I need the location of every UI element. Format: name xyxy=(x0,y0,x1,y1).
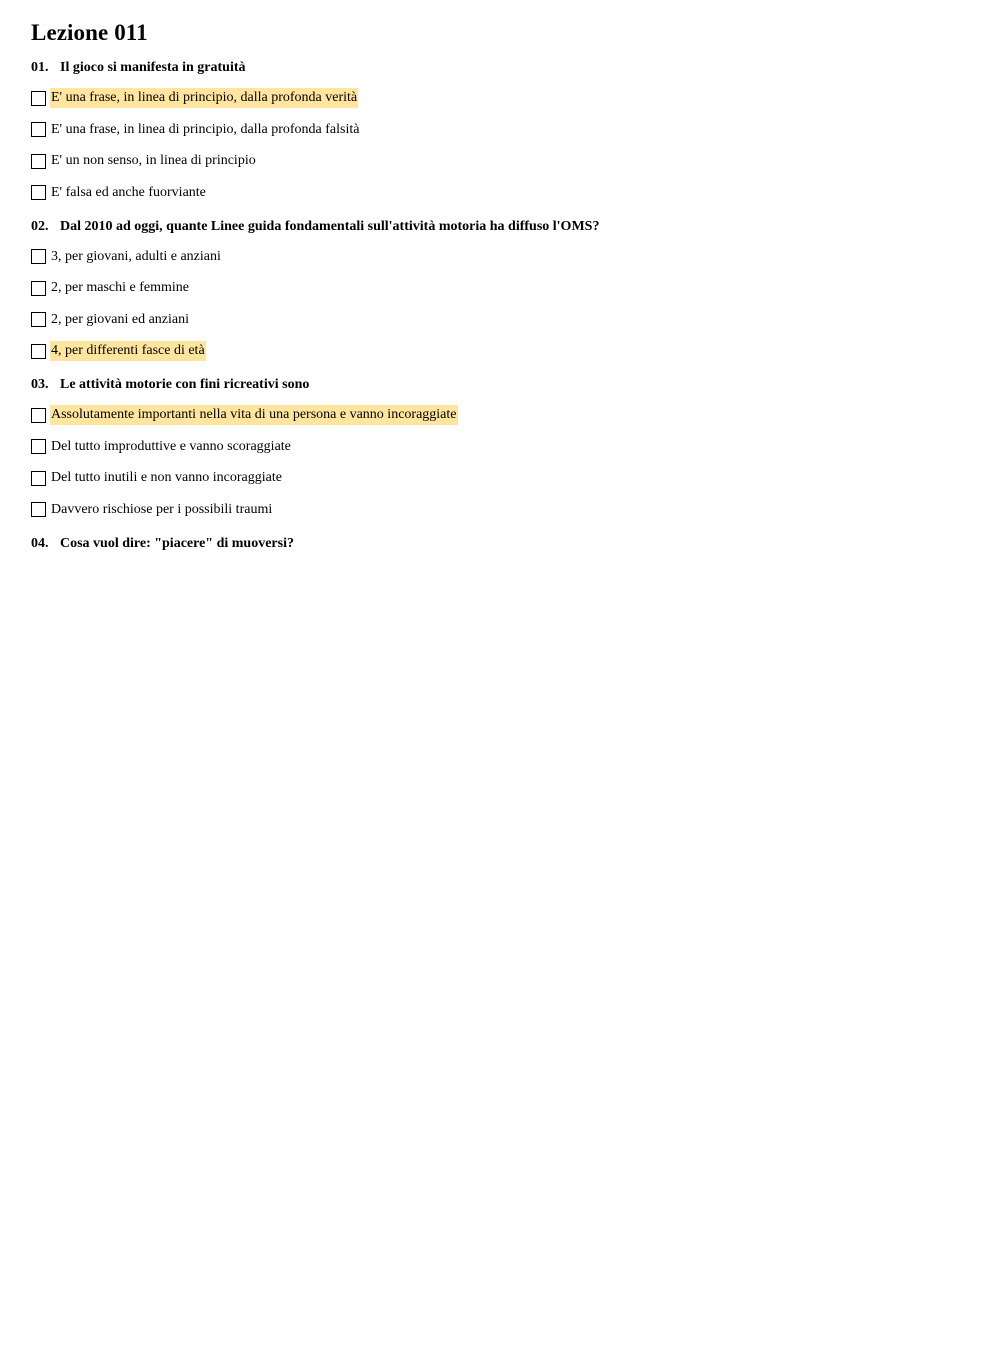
checkbox[interactable] xyxy=(31,185,46,200)
answer-text: Davvero rischiose per i possibili traumi xyxy=(51,501,273,517)
question-number: 02. xyxy=(31,218,49,234)
answer-text: E' un non senso, in linea di principio xyxy=(51,153,256,168)
answer-text: E' falsa ed anche fuorviante xyxy=(51,184,206,200)
question-header xyxy=(31,535,980,553)
answer-option[interactable] xyxy=(31,500,980,520)
question-01 xyxy=(31,59,980,203)
checkbox[interactable] xyxy=(31,91,46,106)
answer-text-highlighted: Assolutamente importanti nella vita di una persona e vanno incoraggiate xyxy=(50,405,458,425)
answer-text: 3, per giovani, adulti e anziani xyxy=(51,248,221,264)
answer-option[interactable] xyxy=(31,183,980,203)
checkbox[interactable] xyxy=(31,471,46,486)
question-number: 04. xyxy=(31,535,49,551)
checkbox[interactable] xyxy=(31,122,46,137)
answer-option[interactable] xyxy=(31,88,980,108)
answer-option[interactable] xyxy=(31,278,980,298)
answer-option[interactable] xyxy=(31,405,980,425)
answer-option[interactable] xyxy=(31,151,980,171)
answer-text: 2, per maschi e femmine xyxy=(51,280,190,295)
answer-text: Del tutto inutili e non vanno incoraggiate xyxy=(51,470,282,485)
question-header xyxy=(31,376,980,394)
answer-text: Del tutto improduttive e vanno scoraggiate xyxy=(51,438,291,454)
answer-option[interactable] xyxy=(31,341,980,361)
checkbox[interactable] xyxy=(31,408,46,423)
question-number: 03. xyxy=(31,377,49,392)
question-text: Cosa vuol dire: "piacere" di muoversi? xyxy=(60,535,294,551)
checkbox[interactable] xyxy=(31,249,46,264)
answer-option[interactable] xyxy=(31,437,980,457)
checkbox[interactable] xyxy=(31,502,46,517)
question-text: Dal 2010 ad oggi, quante Linee guida fondamentali sull'attività motoria ha diffuso l'OMS? xyxy=(60,218,600,234)
page-title: Lezione 011 xyxy=(31,20,148,45)
question-number: 01. xyxy=(31,60,49,75)
answer-text: 2, per giovani ed anziani xyxy=(51,311,190,327)
checkbox[interactable] xyxy=(31,439,46,454)
document-page xyxy=(31,19,980,564)
answer-option[interactable] xyxy=(31,310,980,330)
question-text: Le attività motorie con fini ricreativi sono xyxy=(60,377,310,392)
question-header xyxy=(31,59,980,77)
checkbox[interactable] xyxy=(31,312,46,327)
answer-option[interactable] xyxy=(31,247,980,267)
answer-option[interactable] xyxy=(31,468,980,488)
answer-text-highlighted: 4, per differenti fasce di età xyxy=(50,341,206,361)
checkbox[interactable] xyxy=(31,281,46,296)
question-text: Il gioco si manifesta in gratuità xyxy=(60,60,246,75)
answer-text-highlighted: E' una frase, in linea di principio, dalla profonda verità xyxy=(50,88,358,108)
question-03 xyxy=(31,376,980,520)
checkbox[interactable] xyxy=(31,154,46,169)
checkbox[interactable] xyxy=(31,344,46,359)
question-02 xyxy=(31,218,980,362)
answer-option[interactable] xyxy=(31,120,980,140)
question-header xyxy=(31,218,980,236)
question-04 xyxy=(31,535,980,553)
answer-text: E' una frase, in linea di principio, dalla profonda falsità xyxy=(51,121,360,137)
